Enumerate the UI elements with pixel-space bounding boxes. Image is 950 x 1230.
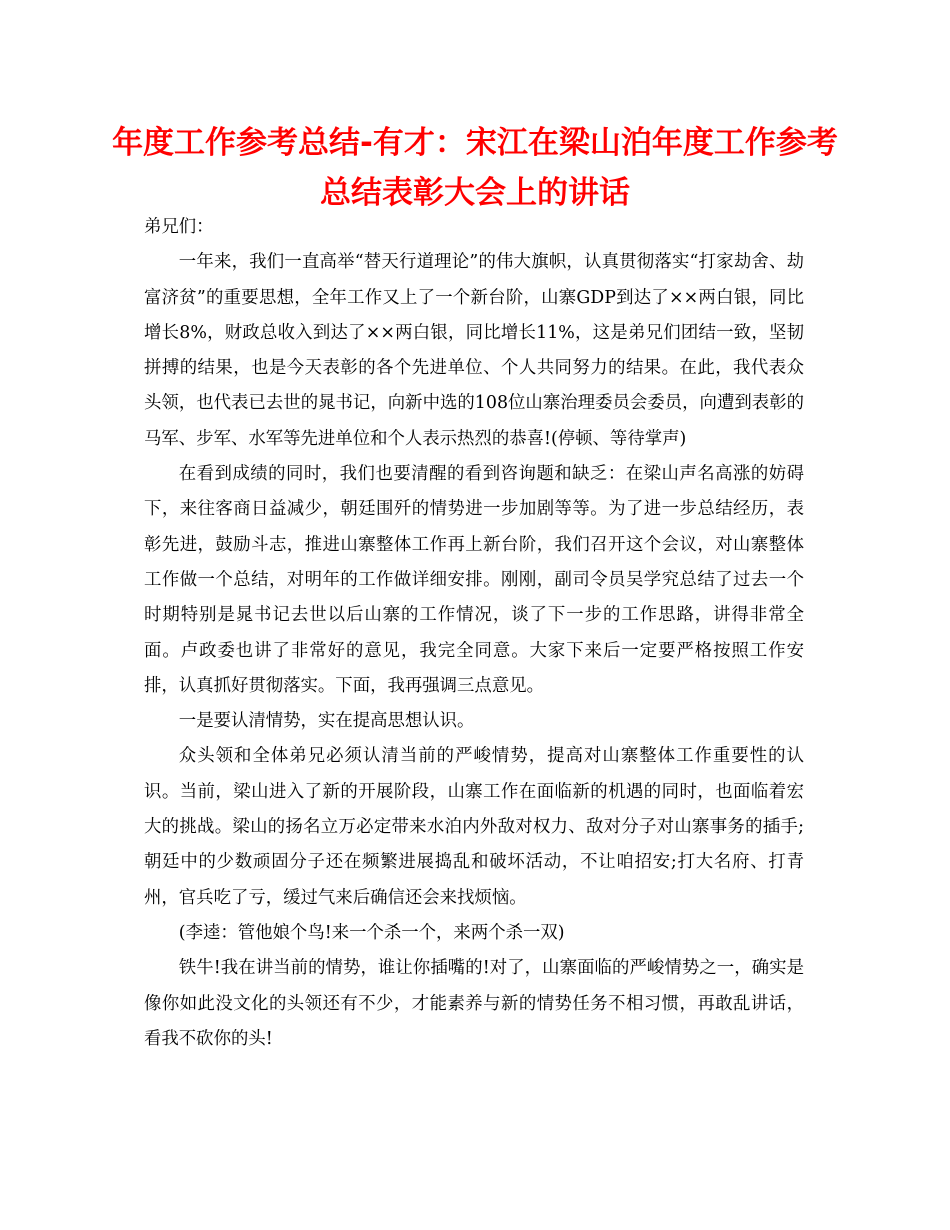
paragraph-2: 在看到成绩的同时，我们也要清醒的看到咨询题和缺乏：在梁山声名高涨的妨碍下，来往客商日益减少，朝廷围歼的情势进一步加剧等等。为了进一步总结经历，表彰先进，鼓励斗志，推进山寨整体工作再上新台阶，我们召开这个会议，对山寨整体工作做一个总结，对明年的工作做详细安排。刚刚，副司令员吴学究总结了过去一个时期特别是晁书记去世以后山寨的工作情况，谈了下一步的工作思路，讲得非常全面。卢政委也讲了非常好的意见，我完全同意。大家下来后一定要严格按照工作安排，认真抓好贯彻落实。下面，我再强调三点意见。 [144, 464, 804, 696]
document-body [144, 210, 804, 1057]
paragraph-3: 一是要认清情势，实在提高思想认识。 [178, 711, 475, 732]
paragraph-1: 一年来，我们一直高举“替天行道理论”的伟大旗帜，认真贯彻落实“打家劫舍、劫富济贫”的重要思想，全年工作又上了一个新台阶，山寨GDP到达了××两白银，同比增长8%，财政总收入到达了××两白银，同比增长11%，这是弟兄们团结一致，坚韧拼搏的结果，也是今天表彰的各个先进单位、个人共同努力的结果。在此，我代表众头领，也代表已去世的晁书记，向新中选的108位山寨治理委员会委员，向遭到表彰的马军、步军、水军等先进单位和个人表示热烈的恭喜!(停顿、等待掌声) [144, 252, 804, 449]
paragraph-4: 众头领和全体弟兄必须认清当前的严峻情势，提高对山寨整体工作重要性的认识。当前，梁山进入了新的开展阶段，山寨工作在面临新的机遇的同时，也面临着宏大的挑战。梁山的扬名立万必定带来水泊内外敌对权力、敌对分子对山寨事务的插手;朝廷中的少数顽固分子还在频繁进展捣乱和破坏活动，不让咱招安;打大名府、打青州，官兵吃了亏，缓过气来后确信还会来找烦恼。 [144, 746, 804, 908]
document-title: 年度工作参考总结-有才：宋江在梁山泊年度工作参考总结表彰大会上的讲话 [112, 125, 838, 211]
salutation: 弟兄们： [144, 217, 214, 237]
paragraph-5: (李逵：管他娘个鸟!来一个杀一个，来两个杀一双) [178, 922, 565, 943]
paragraph-6: 铁牛!我在讲当前的情势，谁让你插嘴的!对了，山寨面临的严峻情势之一，确实是像你如此没文化的头领还有不少，才能素养与新的情势任务不相习惯，再敢乱讲话，看我不砍你的头! [144, 958, 804, 1049]
